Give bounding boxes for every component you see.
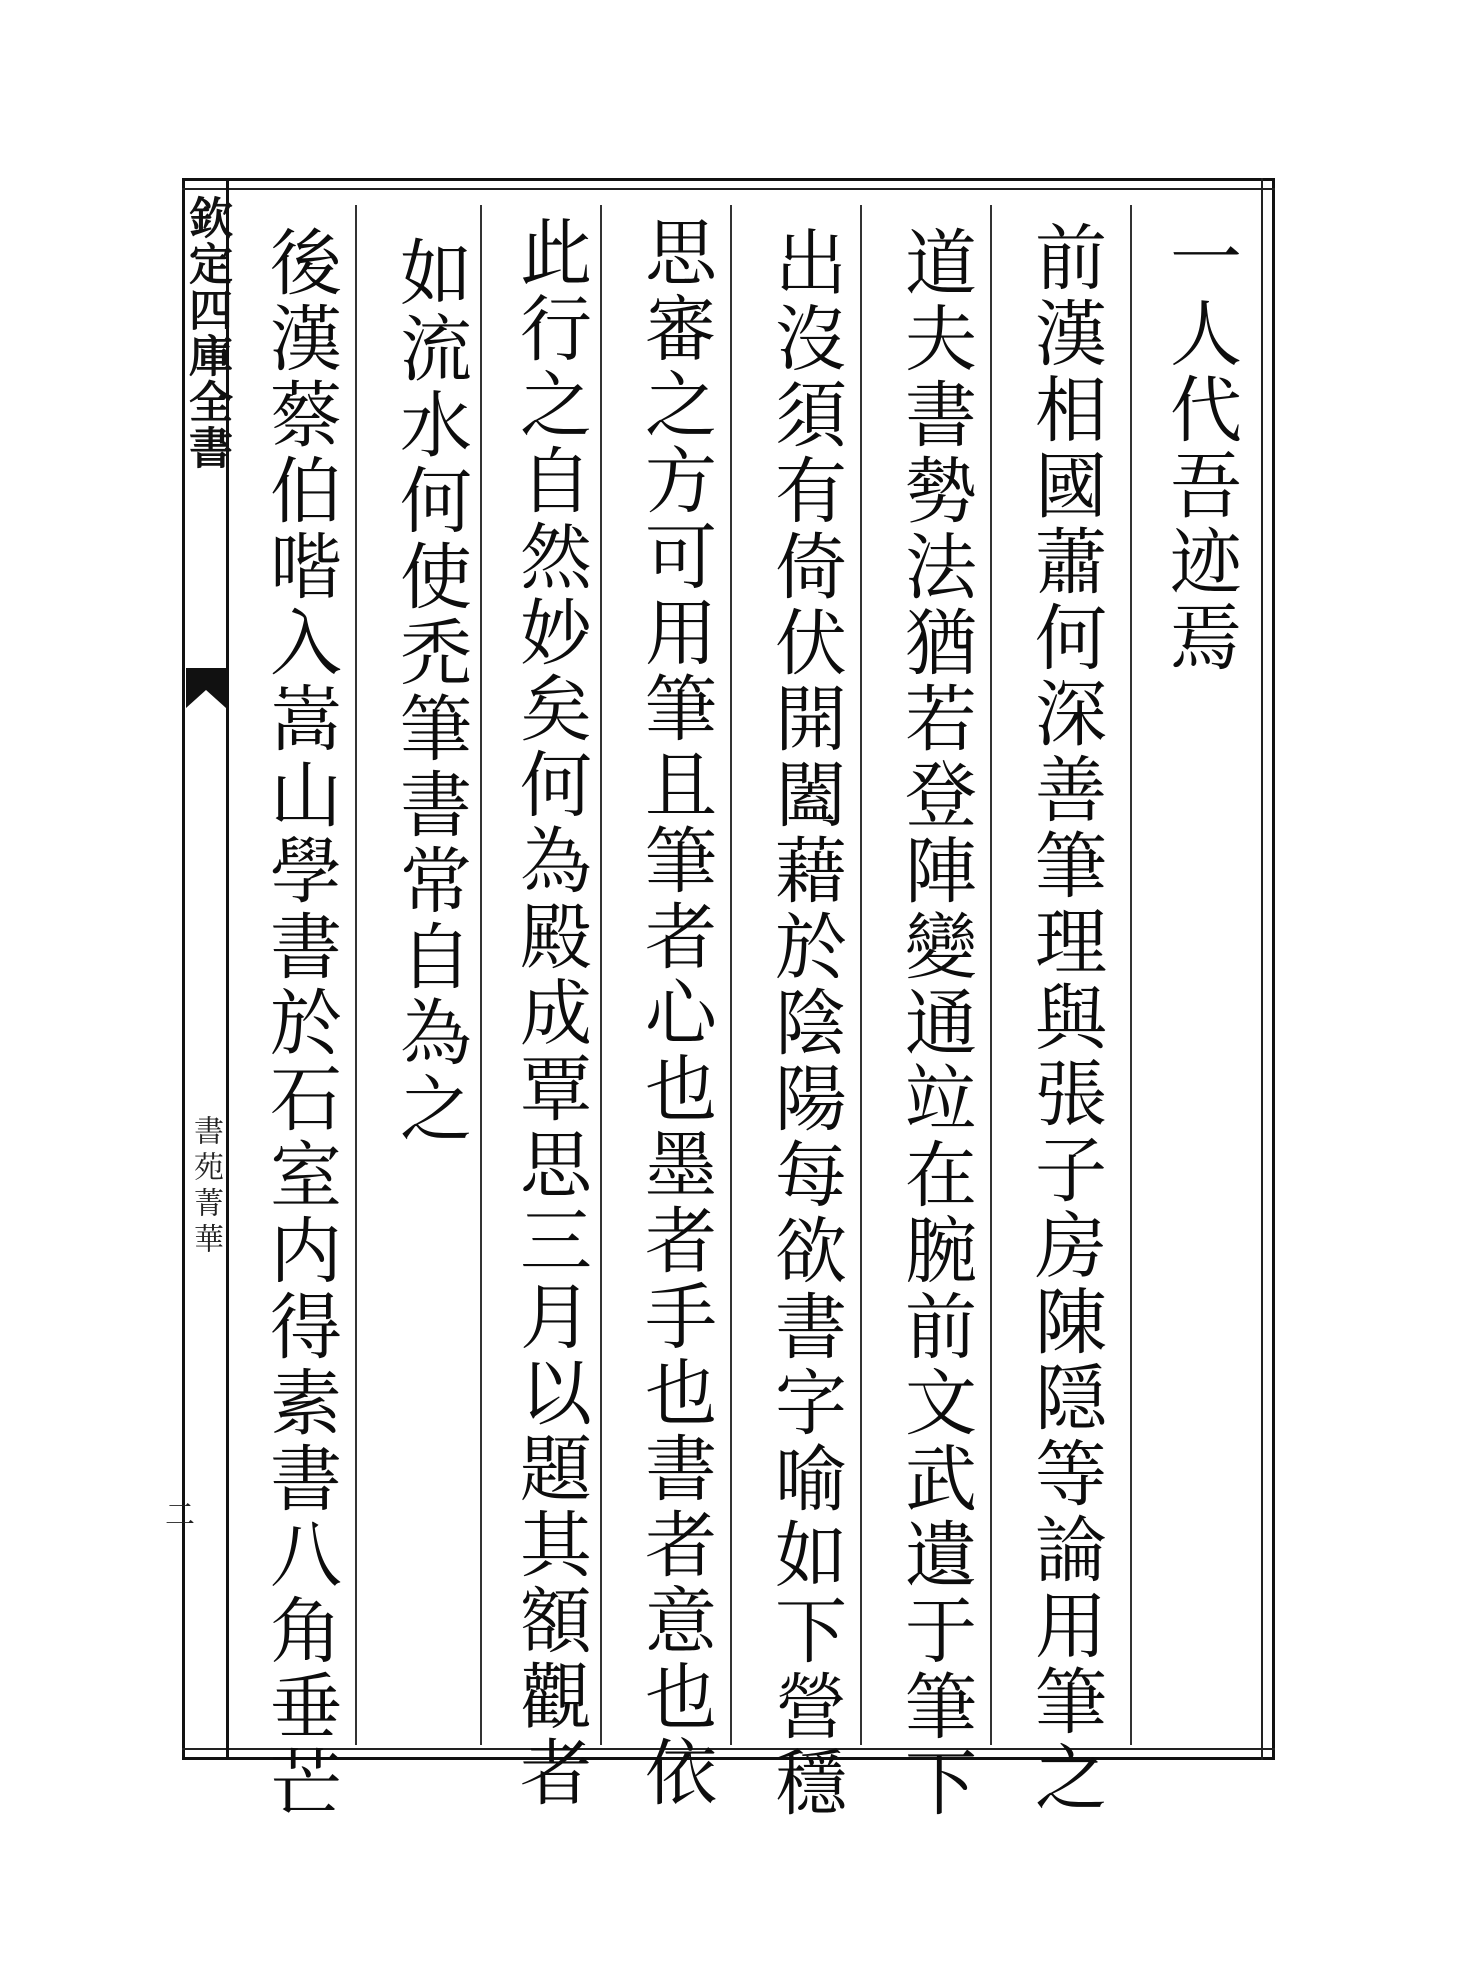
text-column-4: 出沒須有倚伏開闔藉於陰陽每欲書字喻如下營穩	[763, 225, 847, 1821]
text-column-8: 後漢蔡伯喈入嵩山學書於石室内得素書八角垂芒	[258, 225, 342, 1821]
column-rule	[600, 205, 602, 1745]
column-rule	[860, 205, 862, 1745]
text-column-6: 此行之自然妙矣何為殿成覃思三月以題其額觀者	[508, 215, 592, 1811]
frame-rule-right	[1261, 178, 1263, 1760]
column-rule	[730, 205, 732, 1745]
text-column-7: 如流水何使禿筆書常自為之	[388, 235, 472, 1147]
text-column-2: 前漢相國蕭何深善筆理與張子房陳隠等論用筆之	[1023, 220, 1107, 1816]
text-column-5: 思審之方可用筆且筆者心也墨者手也書者意也依	[633, 215, 717, 1811]
section-title: 書苑菁華	[188, 1115, 223, 1259]
fish-tail-mark	[186, 668, 226, 708]
column-rule	[480, 205, 482, 1745]
text-column-3: 道夫書勢法猶若登陣變通竝在腕前文武遺于筆下	[893, 225, 977, 1821]
column-rule	[355, 205, 357, 1745]
page-number: 二	[165, 1498, 195, 1533]
page-border	[182, 178, 1275, 1760]
column-rule	[990, 205, 992, 1745]
frame-rule-top	[182, 188, 1275, 190]
column-rule	[1130, 205, 1132, 1745]
text-column-1: 一人代吾迹焉	[1158, 220, 1242, 676]
book-title: 欽定四庫全書	[181, 195, 232, 471]
frame-rule-bottom	[182, 1748, 1275, 1750]
